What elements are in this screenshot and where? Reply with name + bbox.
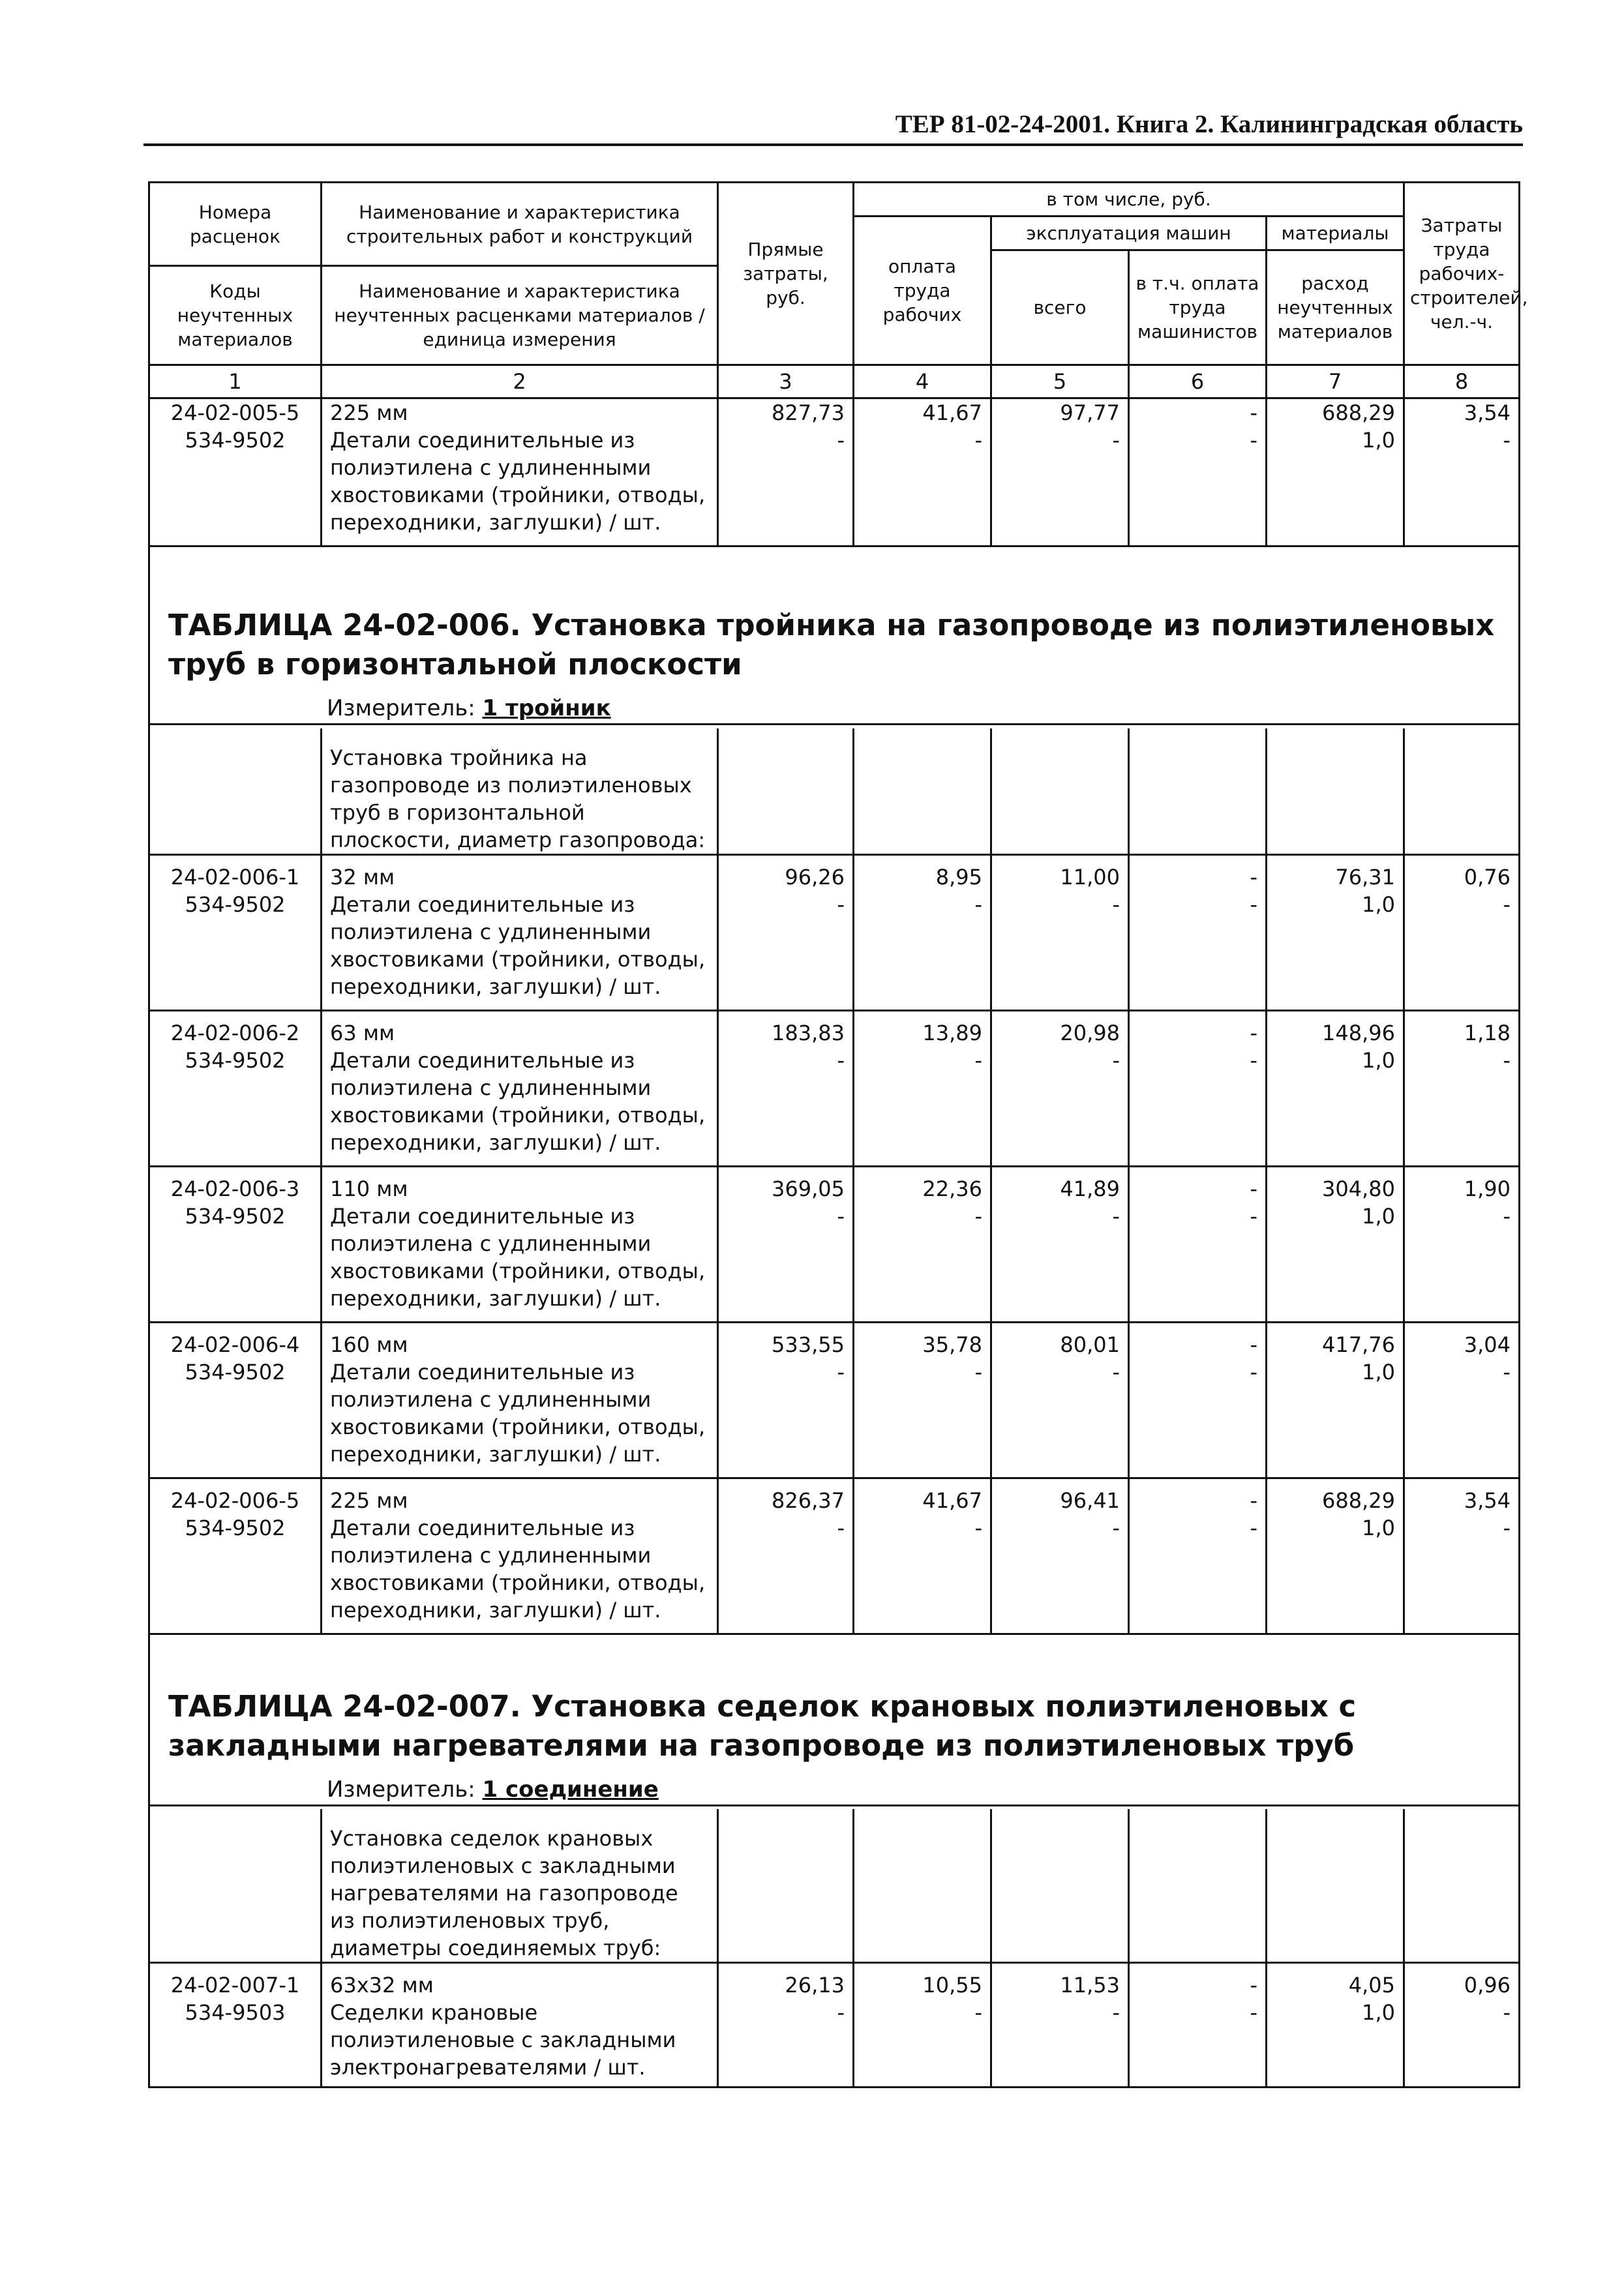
material-value: - [854, 1999, 991, 2088]
rate-row [149, 1322, 1520, 1358]
column-number: 3 [718, 365, 854, 398]
rate-code: 24-02-005-5 [149, 398, 322, 427]
material-code: 534-9502 [149, 1047, 322, 1167]
machines-total: 11,53 [991, 1963, 1129, 1999]
material-value: - [1404, 891, 1520, 1011]
column-number: 6 [1129, 365, 1267, 398]
rate-row [149, 854, 1520, 891]
labor-hours: 1,90 [1404, 1166, 1520, 1203]
column-number: 1 [149, 365, 322, 398]
direct-costs: 96,26 [718, 854, 854, 891]
material-value: - [991, 1514, 1129, 1634]
rates-table [148, 181, 1528, 2088]
table-title: ТАБЛИЦА 24-02-006. Установка тройника на газопроводе из полиэтиленовых труб в горизонтальной плоскости [168, 608, 1495, 681]
material-value: - [991, 427, 1129, 547]
materials: 688,29 [1267, 398, 1404, 427]
machines-total: 80,01 [991, 1322, 1129, 1358]
column-number: 2 [322, 365, 718, 398]
material-name: Детали соединительные из полиэтилена с удлиненными хвостовиками (тройники, отводы, переходники, заглушки) / шт. [322, 1358, 718, 1478]
material-row [149, 1999, 1520, 2088]
materials: 304,80 [1267, 1166, 1404, 1203]
machines-total: 20,98 [991, 1010, 1129, 1047]
material-usage: 1,0 [1267, 427, 1404, 547]
material-row [149, 1358, 1520, 1478]
section-intro: Установка седелок крановых полиэтиленовых с закладными нагревателями на газопроводе из полиэтиленовых труб, диаметры соединяемых труб: [322, 1809, 718, 1963]
rate-row [149, 1010, 1520, 1047]
column-number: 7 [1267, 365, 1404, 398]
rate-name: 63х32 мм [322, 1963, 718, 1999]
material-row [149, 1203, 1520, 1323]
material-value: - [1404, 1203, 1520, 1323]
material-value: - [991, 891, 1129, 1011]
material-value: - [1404, 1514, 1520, 1634]
material-value: - [718, 427, 854, 547]
materials: 4,05 [1267, 1963, 1404, 1999]
operator-wages: - [1129, 1322, 1267, 1358]
rate-code: 24-02-007-1 [149, 1963, 322, 1999]
operator-wages: - [1129, 854, 1267, 891]
material-name: Детали соединительные из полиэтилена с удлиненными хвостовиками (тройники, отводы, переходники, заглушки) / шт. [322, 427, 718, 547]
labor-hours: 0,76 [1404, 854, 1520, 891]
col-direct-costs-header: Прямые затраты, руб. [718, 183, 854, 365]
operator-wages: - [1129, 1963, 1267, 1999]
labor-hours: 1,18 [1404, 1010, 1520, 1047]
column-number: 8 [1404, 365, 1520, 398]
col-material-code-header: Коды неучтенных материалов [149, 266, 322, 365]
table-title-row [149, 547, 1520, 725]
wages: 13,89 [854, 1010, 991, 1047]
material-value: - [1129, 1203, 1267, 1323]
wages: 22,36 [854, 1166, 991, 1203]
material-value: - [991, 1203, 1129, 1323]
material-usage: 1,0 [1267, 1999, 1404, 2088]
material-value: - [854, 1047, 991, 1167]
meter-value: 1 тройник [482, 695, 611, 721]
meter-value: 1 соединение [482, 1776, 659, 1803]
rate-code: 24-02-006-2 [149, 1010, 322, 1047]
material-name: Детали соединительные из полиэтилена с удлиненными хвостовиками (тройники, отводы, переходники, заглушки) / шт. [322, 1514, 718, 1634]
material-value: - [991, 1047, 1129, 1167]
labor-hours: 3,54 [1404, 1478, 1520, 1514]
material-code: 534-9502 [149, 891, 322, 1011]
meter-label: Измеритель: [327, 695, 475, 721]
material-code: 534-9502 [149, 1203, 322, 1323]
material-value: - [991, 1358, 1129, 1478]
table-title-row [149, 1634, 1520, 1805]
material-code: 534-9502 [149, 1358, 322, 1478]
intro-row [149, 728, 1520, 855]
section-intro: Установка тройника на газопроводе из полиэтиленовых труб в горизонтальной плоскости, диаметр газопровода: [322, 728, 718, 855]
material-value: - [1404, 427, 1520, 547]
material-value: - [718, 891, 854, 1011]
rate-code: 24-02-006-3 [149, 1166, 322, 1203]
material-value: - [854, 427, 991, 547]
labor-hours: 3,54 [1404, 398, 1520, 427]
wages: 10,55 [854, 1963, 991, 1999]
wages: 41,67 [854, 398, 991, 427]
material-value: - [718, 1203, 854, 1323]
material-value: - [1129, 1999, 1267, 2088]
material-value: - [854, 891, 991, 1011]
operator-wages: - [1129, 1478, 1267, 1514]
material-value: - [718, 1999, 854, 2088]
page-header-text: ТЕР 81-02-24-2001. Книга 2. Калининградская область [895, 110, 1523, 138]
col-work-name-header: Наименование и характеристика строительных работ и конструкций [322, 183, 718, 266]
rate-code: 24-02-006-1 [149, 854, 322, 891]
materials: 148,96 [1267, 1010, 1404, 1047]
material-usage: 1,0 [1267, 1047, 1404, 1167]
operator-wages: - [1129, 1010, 1267, 1047]
machines-total: 96,41 [991, 1478, 1129, 1514]
col-labor-hours-header: Затраты труда рабочих-строителей, чел.-ч. [1404, 183, 1520, 365]
material-row [149, 1047, 1520, 1167]
direct-costs: 369,05 [718, 1166, 854, 1203]
machines-total: 11,00 [991, 854, 1129, 891]
col-operator-wages-header: в т.ч. оплата труда машинистов [1129, 250, 1267, 365]
material-value: - [991, 1999, 1129, 2088]
material-value: - [854, 1514, 991, 1634]
material-value: - [854, 1358, 991, 1478]
column-number: 4 [854, 365, 991, 398]
wages: 41,67 [854, 1478, 991, 1514]
material-value: - [1129, 1047, 1267, 1167]
material-value: - [718, 1047, 854, 1167]
material-name: Детали соединительные из полиэтилена с удлиненными хвостовиками (тройники, отводы, переходники, заглушки) / шт. [322, 1047, 718, 1167]
materials: 417,76 [1267, 1322, 1404, 1358]
col-materials-header: материалы [1267, 217, 1404, 250]
col-machines-header: эксплуатация машин [991, 217, 1267, 250]
material-code: 534-9503 [149, 1999, 322, 2088]
rate-name: 225 мм [322, 1478, 718, 1514]
direct-costs: 26,13 [718, 1963, 854, 1999]
labor-hours: 3,04 [1404, 1322, 1520, 1358]
material-usage: 1,0 [1267, 1203, 1404, 1323]
rate-name: 110 мм [322, 1166, 718, 1203]
machines-total: 97,77 [991, 398, 1129, 427]
material-code: 534-9502 [149, 1514, 322, 1634]
direct-costs: 533,55 [718, 1322, 854, 1358]
meter [327, 693, 1500, 723]
labor-hours: 0,96 [1404, 1963, 1520, 1999]
column-number: 5 [991, 365, 1129, 398]
material-value: - [1129, 891, 1267, 1011]
intro-row [149, 1809, 1520, 1963]
material-usage: 1,0 [1267, 891, 1404, 1011]
material-value: - [1404, 1999, 1520, 2088]
materials: 688,29 [1267, 1478, 1404, 1514]
meter-label: Измеритель: [327, 1776, 475, 1803]
rate-name: 225 мм [322, 398, 718, 427]
rate-name: 160 мм [322, 1322, 718, 1358]
material-value: - [854, 1203, 991, 1323]
material-usage: 1,0 [1267, 1358, 1404, 1478]
page-header [143, 110, 1523, 146]
meter [327, 1774, 1500, 1804]
materials: 76,31 [1267, 854, 1404, 891]
col-including-header: в том числе, руб. [854, 183, 1404, 217]
rate-name: 32 мм [322, 854, 718, 891]
col-machines-total-header: всего [991, 250, 1129, 365]
material-value: - [1129, 427, 1267, 547]
material-value: - [1129, 1514, 1267, 1634]
rate-name: 63 мм [322, 1010, 718, 1047]
material-value: - [718, 1514, 854, 1634]
col-wages-header: оплата труда рабочих [854, 217, 991, 365]
wages: 8,95 [854, 854, 991, 891]
material-value: - [1404, 1358, 1520, 1478]
rate-row [149, 1166, 1520, 1203]
material-name: Детали соединительные из полиэтилена с удлиненными хвостовиками (тройники, отводы, переходники, заглушки) / шт. [322, 1203, 718, 1323]
table-title: ТАБЛИЦА 24-02-007. Установка седелок крановых полиэтиленовых с закладными нагревателями на газопроводе из полиэтиленовых труб [168, 1688, 1357, 1763]
wages: 35,78 [854, 1322, 991, 1358]
operator-wages: - [1129, 398, 1267, 427]
material-name: Детали соединительные из полиэтилена с удлиненными хвостовиками (тройники, отводы, переходники, заглушки) / шт. [322, 891, 718, 1011]
direct-costs: 827,73 [718, 398, 854, 427]
material-row [149, 891, 1520, 1011]
material-usage: 1,0 [1267, 1514, 1404, 1634]
direct-costs: 826,37 [718, 1478, 854, 1514]
material-code: 534-9502 [149, 427, 322, 547]
material-value: - [1129, 1358, 1267, 1478]
col-rate-number-header: Номера расценок [149, 183, 322, 266]
material-row [149, 427, 1520, 547]
rate-row [149, 1963, 1520, 1999]
col-materials-usage-header: расход неучтенных материалов [1267, 250, 1404, 365]
direct-costs: 183,83 [718, 1010, 854, 1047]
rate-code: 24-02-006-5 [149, 1478, 322, 1514]
rate-row [149, 1478, 1520, 1514]
operator-wages: - [1129, 1166, 1267, 1203]
material-value: - [718, 1358, 854, 1478]
material-value: - [1404, 1047, 1520, 1167]
column-numbers-row [149, 365, 1520, 398]
machines-total: 41,89 [991, 1166, 1129, 1203]
material-name: Седелки крановые полиэтиленовые с закладными электронагревателями / шт. [322, 1999, 718, 2088]
material-row [149, 1514, 1520, 1634]
table-header [149, 183, 1528, 365]
rate-row [149, 398, 1520, 427]
col-material-name-header: Наименование и характеристика неучтенных расценками материалов / единица измерения [322, 266, 718, 365]
rate-code: 24-02-006-4 [149, 1322, 322, 1358]
